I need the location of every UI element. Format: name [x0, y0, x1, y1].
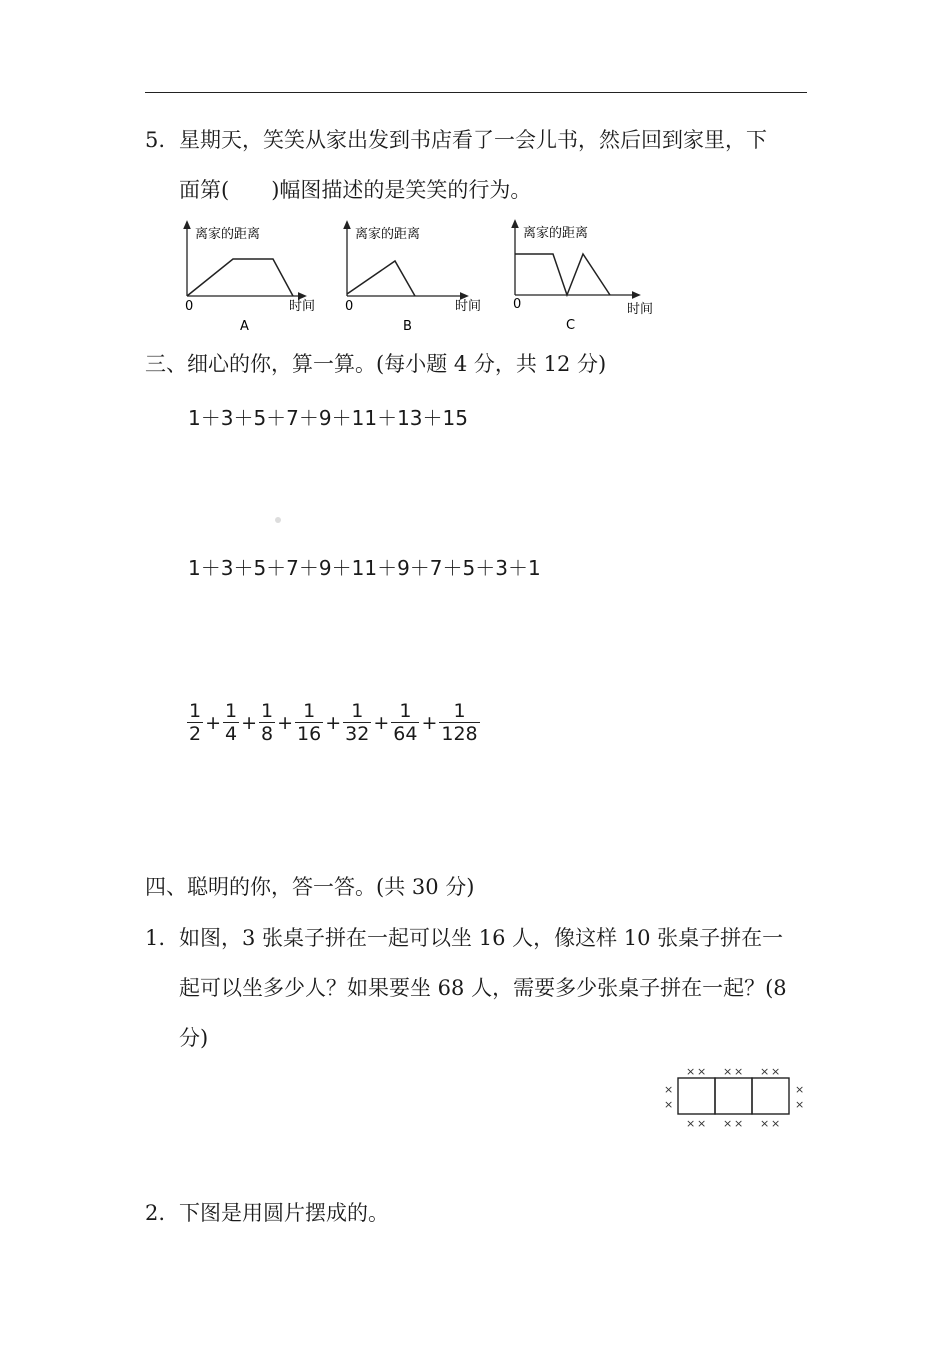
plus-sign: + — [373, 711, 390, 734]
seat-marks — [664, 1065, 804, 1130]
graph-a-ylabel: 离家的距离 — [195, 227, 261, 242]
fraction-1: $\frac{1}{2}$ — [189, 700, 202, 745]
section3-expr1: 1＋3＋5＋7＋9＋11＋13＋15 — [188, 406, 468, 430]
q5-line1 — [145, 126, 767, 154]
graph-a-curve — [187, 259, 293, 296]
graph-a — [185, 224, 315, 334]
fraction-4: $\frac{1}{16}$ — [297, 700, 322, 745]
graph-b-origin: 0 — [345, 299, 354, 314]
q5-text1: 星期天，笑笑从家出发到书店看了一会儿书，然后回到家里，下 — [179, 128, 767, 152]
seat-mark: × — [760, 1117, 770, 1130]
seat-mark: × — [734, 1065, 744, 1078]
graph-c-letter: C — [566, 318, 576, 333]
seat-mark: × — [664, 1083, 674, 1096]
q5-graphs — [175, 218, 675, 338]
graph-b-curve — [347, 261, 415, 296]
seat-mark: × — [795, 1083, 805, 1096]
graph-c-origin: 0 — [513, 297, 522, 312]
graph-b-letter: B — [403, 319, 412, 334]
plus-sign: + — [277, 711, 294, 734]
graph-a-letter: A — [240, 319, 249, 334]
graph-a-origin: 0 — [185, 299, 194, 314]
graph-c-curve — [515, 254, 610, 295]
header-rule — [145, 92, 807, 93]
q5-number: 5. — [145, 128, 166, 152]
seat-mark: × — [771, 1065, 781, 1078]
seat-mark: × — [697, 1065, 707, 1078]
s4-q2-line — [145, 1199, 389, 1227]
seat-mark: × — [723, 1117, 733, 1130]
section3-expr2: 1＋3＋5＋7＋9＋11＋9＋7＋5＋3＋1 — [188, 556, 541, 580]
graph-b — [345, 224, 481, 334]
section3-expr3 — [186, 700, 481, 745]
plus-sign: + — [421, 711, 438, 734]
seat-mark: × — [734, 1117, 744, 1130]
graph-c-ylabel: 离家的距离 — [523, 226, 589, 241]
table-1 — [678, 1078, 715, 1114]
s4-q1-line3: 分) — [179, 1026, 209, 1050]
fraction-5: $\frac{1}{32}$ — [345, 700, 370, 745]
seat-mark: × — [723, 1065, 733, 1078]
fraction-3: $\frac{1}{8}$ — [261, 700, 274, 745]
graph-a-xlabel: 时间 — [289, 299, 316, 314]
scan-speck — [275, 517, 281, 523]
s4-q2-number: 2. — [145, 1201, 166, 1225]
seat-mark: × — [760, 1065, 770, 1078]
graph-c-xlabel: 时间 — [627, 302, 654, 317]
table-3 — [752, 1078, 789, 1114]
graph-b-ylabel: 离家的距离 — [355, 227, 421, 242]
s4-q2-text: 下图是用圆片摆成的。 — [179, 1201, 389, 1225]
table-2 — [715, 1078, 752, 1114]
plus-sign: + — [205, 711, 222, 734]
graph-b-xlabel: 时间 — [455, 299, 482, 314]
seat-mark: × — [771, 1117, 781, 1130]
fraction-6: $\frac{1}{64}$ — [393, 700, 418, 745]
fraction-7: $\frac{1}{128}$ — [441, 700, 478, 745]
fraction-2: $\frac{1}{4}$ — [225, 700, 238, 745]
q5-line2: 面第( )幅图描述的是笑笑的行为。 — [179, 178, 532, 202]
plus-sign: + — [325, 711, 342, 734]
seat-mark: × — [664, 1098, 674, 1111]
seat-mark: × — [686, 1065, 696, 1078]
section3-title: 三、细心的你，算一算。(每小题 4 分，共 12 分) — [145, 352, 607, 376]
s4-q1-text1: 如图，3 张桌子拼在一起可以坐 16 人，像这样 10 张桌子拼在一 — [179, 926, 784, 950]
seat-mark: × — [697, 1117, 707, 1130]
s4-q1-number: 1. — [145, 926, 166, 950]
section4-title: 四、聪明的你，答一答。(共 30 分) — [145, 875, 475, 899]
tables-diagram — [660, 1063, 810, 1131]
seat-mark: × — [686, 1117, 696, 1130]
s4-q1-line1 — [145, 924, 783, 952]
s4-q1-line2: 起可以坐多少人？如果要坐 68 人，需要多少张桌子拼在一起？(8 — [179, 976, 787, 1000]
plus-sign: + — [241, 711, 258, 734]
graph-c — [513, 223, 653, 333]
seat-mark: × — [795, 1098, 805, 1111]
